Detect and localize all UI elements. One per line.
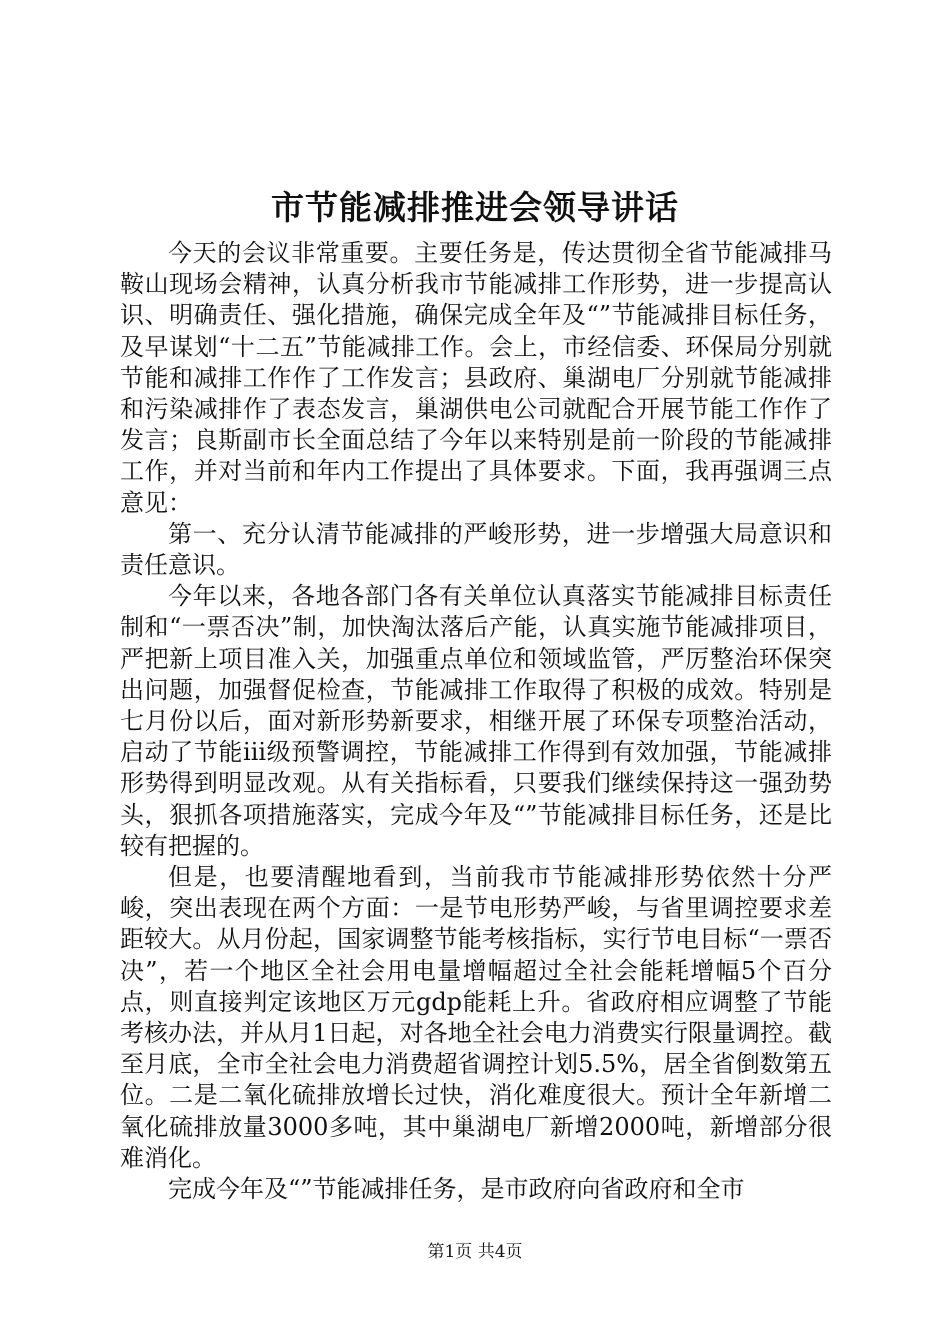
paragraph: 今天的会议非常重要。主要任务是，传达贯彻全省节能减排马鞍山现场会精神，认真分析我市节能减排工作形势，进一步提高认识、明确责任、强化措施，确保完成全年及“”节能减排目标任务，及早谋划“十二五”节能减排工作。会上，市经信委、环保局分别就节能和减排工作作了工作发言；县政府、巢湖电厂分别就节能减排和污染减排作了表态发言，巢湖供电公司就配合开展节能工作作了发言；良斯副市长全面总结了今年以来特别是前一阶段的节能减排工作，并对当前和年内工作提出了具体要求。下面，我再强调三点意见： <box>120 239 832 517</box>
paragraph: 第一、充分认清节能减排的严峻形势，进一步增强大局意识和责任意识。 <box>120 519 832 580</box>
paragraph: 今年以来，各地各部门各有关单位认真落实节能减排目标责任制和“一票否决”制，加快淘汰落后产能，认真实施节能减排项目，严把新上项目准入关，加强重点单位和领域监管，严厉整治环保突出问题，加强督促检查，节能减排工作取得了积极的成效。特别是七月份以后，面对新形势新要求，相继开展了环保专项整治活动，启动了节能iii级预警调控，节能减排工作得到有效加强，节能减排形势得到明显改观。从有关指标看，只要我们继续保持这一强劲势头，狠抓各项措施落实，完成今年及“”节能减排目标任务，还是比较有把握的。 <box>120 582 832 860</box>
page-indicator: 第1页 共4页 <box>427 1242 523 1262</box>
document-title: 市节能减排推进会领导讲话 <box>271 188 679 227</box>
paragraph: 完成今年及“”节能减排任务，是市政府向省政府和全市 <box>168 1175 745 1204</box>
paragraph: 但是，也要清醒地看到，当前我市节能减排形势依然十分严峻，突出表现在两个方面：一是节电形势严峻，与省里调控要求差距较大。从月份起，国家调整节能考核指标，实行节电目标“一票否决”，若一个地区全社会用电量增幅超过全社会能耗增幅5个百分点，则直接判定该地区万元gdp能耗上升。省政府相应调整了节能考核办法，并从月1日起，对各地全社会电力消费实行限量调控。截至月底，全市全社会电力消费超省调控计划5.5%，居全省倒数第五位。二是二氧化硫排放增长过快，消化难度很大。预计全年新增二氧化硫排放量3000多吨，其中巢湖电厂新增2000吨，新增部分很难消化。 <box>120 863 832 1172</box>
document-body <box>120 238 832 1205</box>
